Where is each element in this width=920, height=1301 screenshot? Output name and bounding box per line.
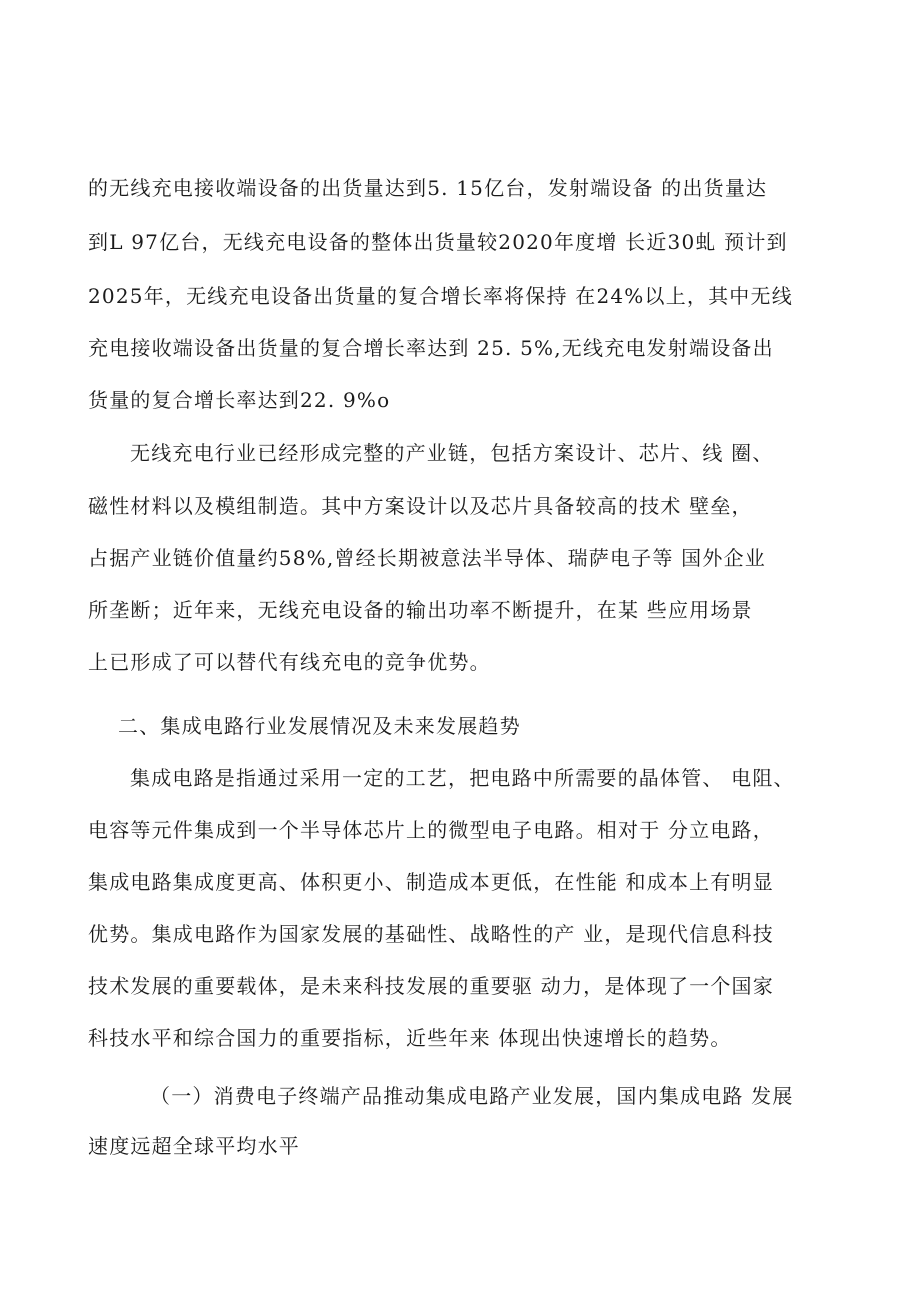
text-line: 电容等元件集成到一个半导体芯片上的微型电子电路。相对于 分立电路， (88, 818, 774, 842)
text-line: 技术发展的重要载体，是未来科技发展的重要驱 动力，是体现了一个国家 (88, 974, 774, 998)
text-line: 2025年，无线充电设备出货量的复合增长率将保持 在24%以上，其中无线 (88, 284, 793, 308)
text-line: 到L 97亿台，无线充电设备的整体出货量较2020年度增 长近30虬 预计到 (88, 230, 788, 254)
text-line: 优势。集成电路作为国家发展的基础性、战略性的产 业，是现代信息科技 (88, 922, 774, 946)
text-line: 上已形成了可以替代有线充电的竞争优势。 (88, 650, 491, 674)
text-line: 集成电路是指通过采用一定的工艺，把电路中所需要的晶体管、 电阻、 (130, 766, 795, 790)
text-line: 的无线充电接收端设备的出货量达到5. 15亿台，发射端设备 的出货量达 (88, 176, 768, 200)
text-line: 货量的复合增长率达到22. 9%o (88, 388, 391, 412)
text-line: 速度远超全球平均水平 (88, 1134, 300, 1158)
section-heading: 二、集成电路行业发展情况及未来发展趋势 (118, 714, 521, 738)
text-line: 集成电路集成度更高、体积更小、制造成本更低，在性能 和成本上有明显 (88, 870, 774, 894)
text-line: 占据产业链价值量约58%,曾经长期被意法半导体、瑞萨电子等 国外企业 (88, 546, 766, 570)
text-line: 所垄断；近年来，无线充电设备的输出功率不断提升，在某 些应用场景 (88, 598, 753, 622)
text-line: 无线充电行业已经形成完整的产业链，包括方案设计、芯片、线 圈、 (130, 441, 774, 465)
text-line: （一）消费电子终端产品推动集成电路产业发展，国内集成电路 发展 (150, 1084, 794, 1108)
text-line: 充电接收端设备出货量的复合增长率达到 25. 5%,无线充电发射端设备出 (88, 336, 774, 360)
text-line: 磁性材料以及模组制造。其中方案设计以及芯片具备较高的技术 壁垒， (88, 494, 753, 518)
text-line: 科技水平和综合国力的重要指标，近些年来 体现出快速增长的趋势。 (88, 1026, 732, 1050)
